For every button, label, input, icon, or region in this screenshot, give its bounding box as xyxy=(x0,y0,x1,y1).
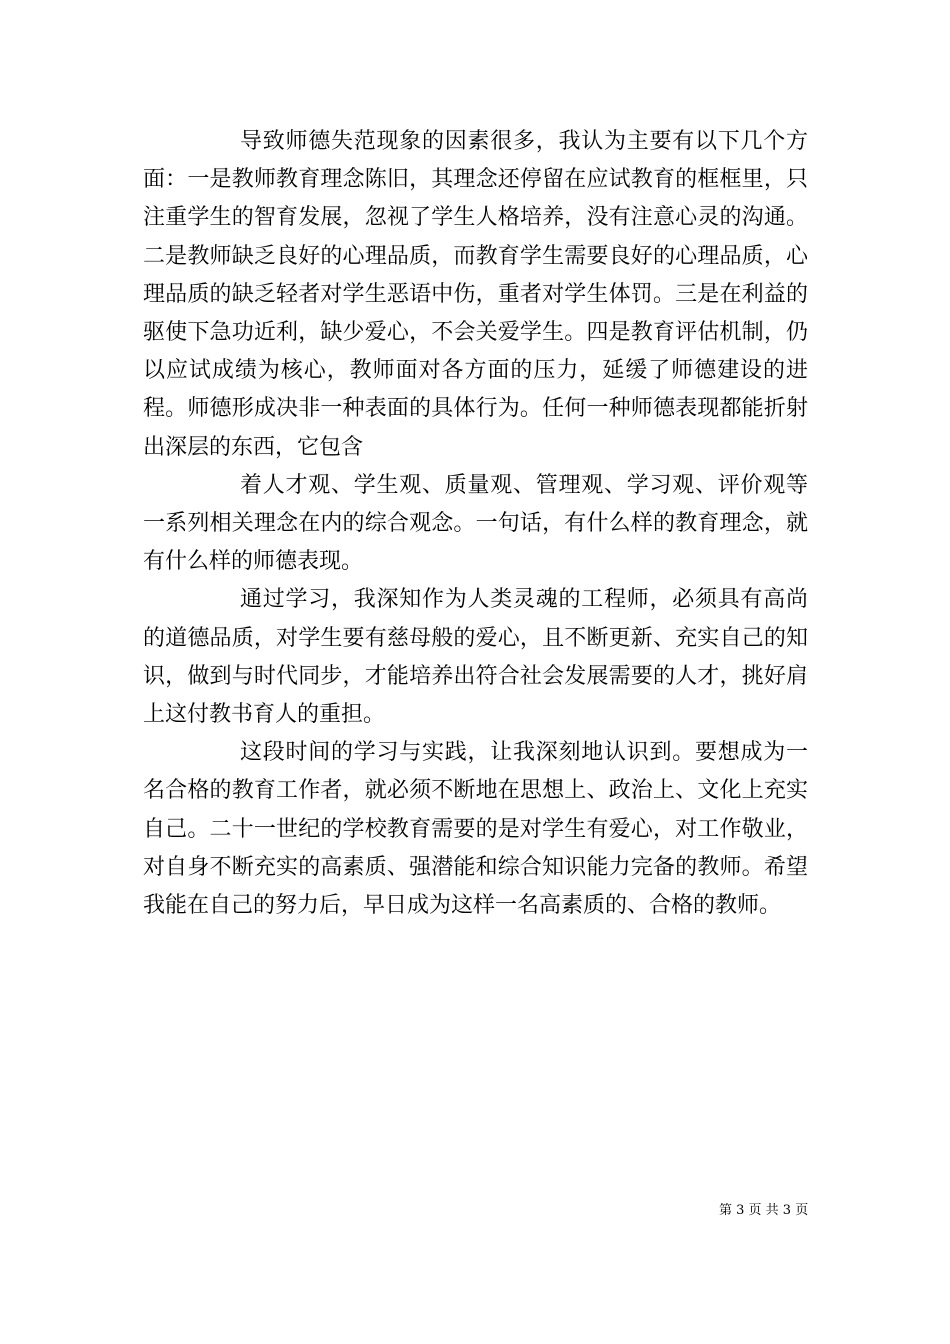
paragraph-4: 这段时间的学习与实践，让我深刻地认识到。要想成为一名合格的教育工作者，就必须不断地在思想上、政治上、文化上充实自己。二十一世纪的学校教育需要的是对学生有爱心，对工作敬业，对自身不断充实的高素质、强潜能和综合知识能力完备的教师。希望我能在自己的努力后，早日成为这样一名高素质的、合格的教师。 xyxy=(143,740,808,919)
paragraph-1: 导致师德失范现象的因素很多，我认为主要有以下几个方面：一是教师教育理念陈旧，其理念还停留在应试教育的框框里，只注重学生的智育发展，忽视了学生人格培养，没有注意心灵的沟通。二是教师缺乏良好的心理品质，而教育学生需要良好的心理品质，心理品质的缺乏轻者对学生恶语中伤，重者对学生体罚。三是在利益的驱使下急功近利，缺少爱心，不会关爱学生。四是教育评估机制，仍以应试成绩为核心，教师面对各方面的压力，延缓了师德建设的进程。师德形成决非一种表面的具体行为。任何一种师德表现都能折射出深层的东西，它包含 xyxy=(143,129,808,460)
page-number-footer: 第 3 页 共 3 页 xyxy=(719,1203,809,1218)
document-body xyxy=(143,123,808,925)
paragraph-3: 通过学习，我深知作为人类灵魂的工程师，必须具有高尚的道德品质，对学生要有慈母般的爱心，且不断更新、充实自己的知识，做到与时代同步，才能培养出符合社会发展需要的人才，挑好肩上这付教书育人的重担。 xyxy=(143,587,808,728)
paragraph-2: 着人才观、学生观、质量观、管理观、学习观、评价观等一系列相关理念在内的综合观念。一句话，有什么样的教育理念，就有什么样的师德表现。 xyxy=(143,472,808,575)
